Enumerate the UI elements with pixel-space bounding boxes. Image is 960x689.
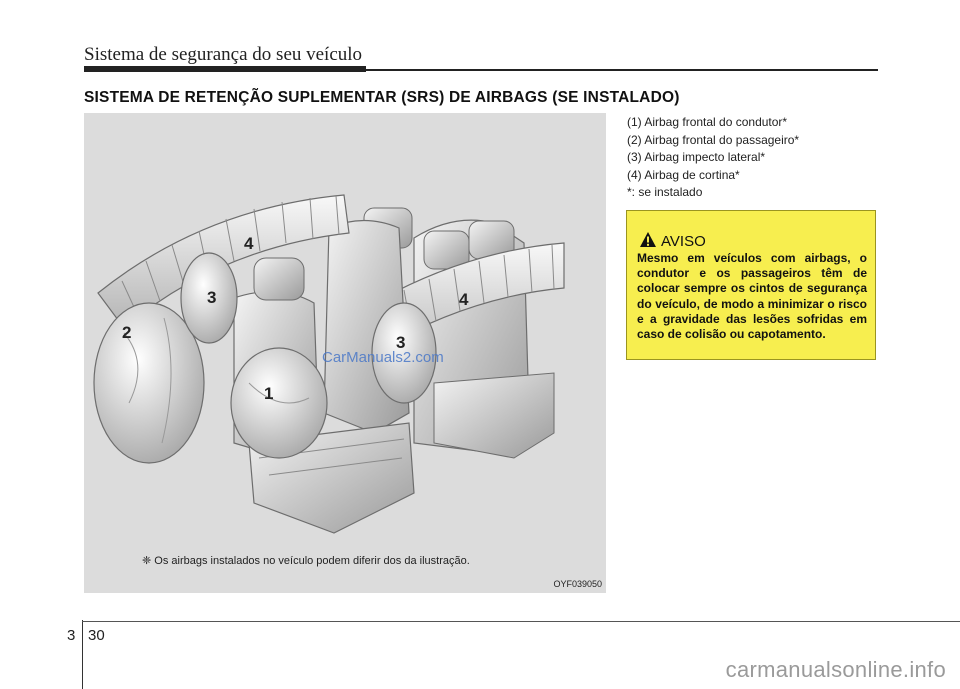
callout-3-left: 3 xyxy=(207,288,217,307)
header-rule-thin xyxy=(366,69,878,71)
figure-note: ❈ Os airbags instalados no veículo podem diferir dos da ilustração. xyxy=(142,555,470,567)
airbag-legend xyxy=(627,114,799,202)
legend-item: (3) Airbag impecto lateral* xyxy=(627,150,766,165)
warning-box xyxy=(626,210,876,360)
legend-item: (4) Airbag de cortina* xyxy=(627,167,740,182)
section-title: SISTEMA DE RETENÇÃO SUPLEMENTAR (SRS) DE AIRBAGS (SE INSTALADO) xyxy=(84,89,680,106)
warning-body: Mesmo em veículos com airbags, o condutor e os passageiros têm de colocar sempre os cintos de segurança do veículo, de modo a minimizar o risco e a gravidade das lesões sofridas em caso de colisão ou capotamento. xyxy=(637,251,867,342)
legend-footnote: *: se instalado xyxy=(627,185,703,200)
page-number: 30 xyxy=(88,627,105,644)
warning-triangle-icon xyxy=(639,231,657,248)
driver-front-airbag xyxy=(231,348,327,458)
callout-4-right: 4 xyxy=(459,290,469,309)
callout-1: 1 xyxy=(264,384,274,403)
legend-item: (1) Airbag frontal do condutor* xyxy=(627,115,788,129)
legend-item: (2) Airbag frontal do passageiro* xyxy=(627,132,800,147)
callout-2: 2 xyxy=(122,323,132,342)
chapter-number: 3 xyxy=(67,627,76,644)
site-watermark: carmanualsonline.info xyxy=(725,657,946,682)
footer-vertical-rule xyxy=(82,620,83,689)
warning-title: AVISO xyxy=(661,233,706,250)
header-title: Sistema de segurança do seu veículo xyxy=(84,44,363,65)
header-rule-thick xyxy=(84,66,366,72)
figure-watermark: CarManuals2.com xyxy=(322,349,444,366)
callout-4-left: 4 xyxy=(244,234,254,253)
footer-horizontal-rule xyxy=(82,621,960,622)
callout-3-right: 3 xyxy=(396,333,406,352)
airbag-illustration xyxy=(84,113,606,593)
figure-code: OYF039050 xyxy=(553,579,602,589)
